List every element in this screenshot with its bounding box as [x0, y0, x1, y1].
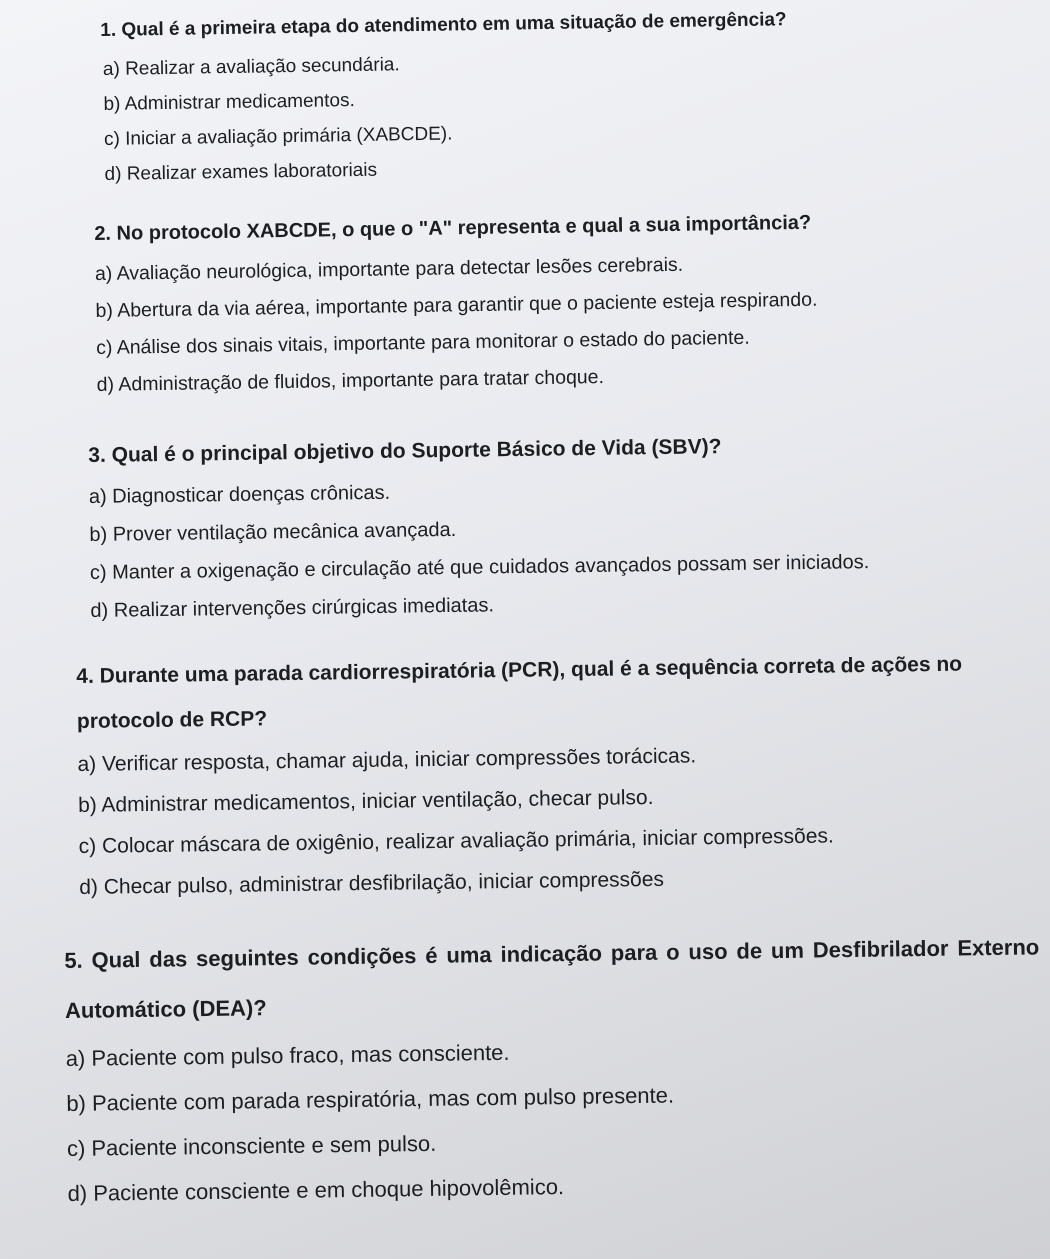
option-c: c) Iniciar a avaliação primária (XABCDE).	[103, 123, 453, 150]
question-title: 3. Qual é o principal objetivo do Suporte Básico de Vida (SBV)?	[88, 435, 722, 467]
question-title: 2. No protocolo XABCDE, o que o "A" representa e qual a sua importância?	[94, 211, 812, 245]
question-title: 5. Qual das seguintes condições é uma indicação para o uso de um Desfibrilador Externo Automático (DEA)?	[64, 934, 1040, 1023]
option-a: a) Verificar resposta, chamar ajuda, iniciar compressões torácicas.	[77, 744, 697, 776]
option-c: c) Análise dos sinais vitais, importante para monitorar o estado do paciente.	[95, 326, 750, 359]
option-b: b) Administrar medicamentos.	[103, 90, 355, 115]
option-b: b) Abertura da via aérea, importante para garantir que o paciente esteja respirando.	[95, 288, 818, 322]
option-a: a) Avaliação neurológica, importante para detectar lesões cerebrais.	[94, 253, 684, 285]
option-d: d) Realizar intervenções cirúrgicas imediatas.	[90, 594, 495, 622]
option-c: c) Colocar máscara de oxigênio, realizar avaliação primária, iniciar compressões.	[78, 824, 834, 858]
option-c: c) Paciente inconsciente e sem pulso.	[66, 1130, 437, 1161]
option-d: d) Administração de fluidos, importante para tratar choque.	[96, 366, 605, 396]
option-d: d) Checar pulso, administrar desfibrilação, iniciar compressões	[79, 867, 665, 899]
question-title: 1. Qual é a primeira etapa do atendimento em uma situação de emergência?	[100, 9, 787, 41]
question-title: 4. Durante uma parada cardiorrespiratória (PCR), qual é a sequência correta de ações no protocolo de RCP?	[76, 652, 963, 733]
question-5	[64, 922, 1043, 1216]
question-2	[94, 201, 819, 404]
option-b: b) Administrar medicamentos, iniciar ventilação, checar pulso.	[77, 785, 654, 817]
option-a: a) Realizar a avaliação secundária.	[102, 54, 400, 80]
question-4	[76, 641, 1014, 908]
question-1	[100, 0, 789, 192]
question-3	[88, 423, 870, 630]
option-a: a) Paciente com pulso fraco, mas consciente.	[65, 1039, 510, 1071]
option-b: b) Prover ventilação mecânica avançada.	[89, 518, 457, 546]
option-d: d) Paciente consciente e em choque hipovolêmico.	[67, 1174, 565, 1206]
option-c: c) Manter a oxigenação e circulação até que cuidados avançados possam ser iniciados.	[89, 551, 870, 584]
option-b: b) Paciente com parada respiratória, mas com pulso presente.	[66, 1082, 675, 1116]
option-a: a) Diagnosticar doenças crônicas.	[88, 481, 391, 508]
option-d: d) Realizar exames laboratoriais	[104, 159, 378, 185]
